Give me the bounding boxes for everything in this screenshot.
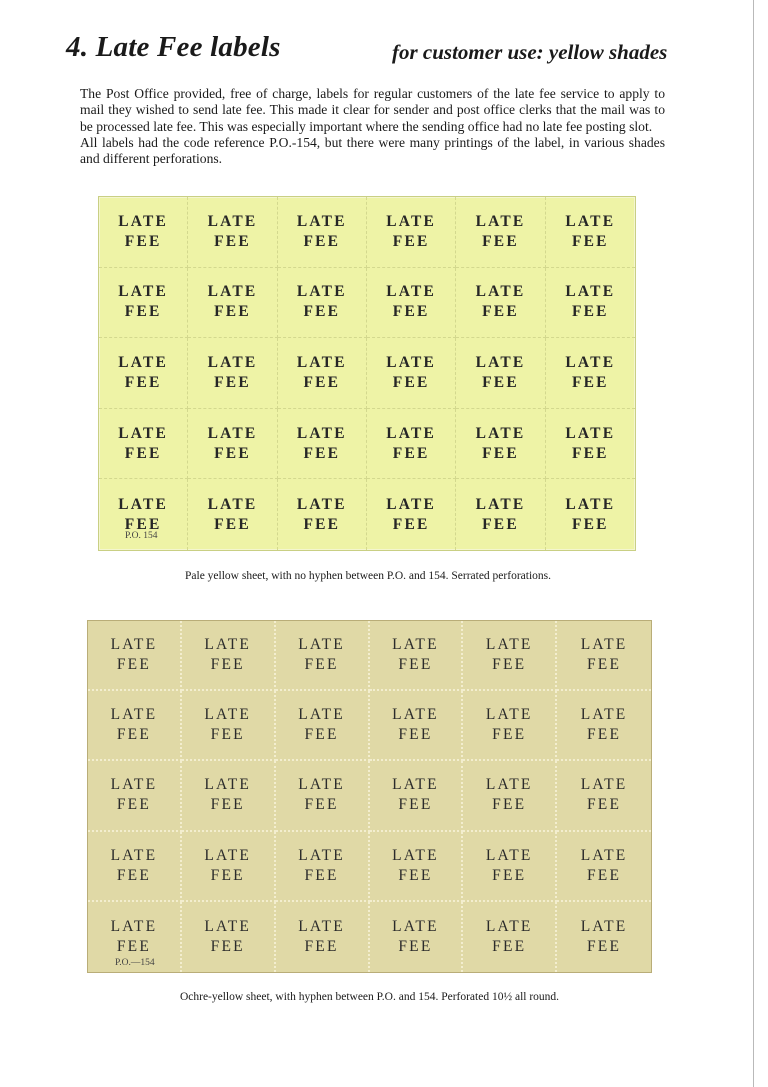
late-fee-label [370,832,464,902]
label-line-fee: FEE [304,656,339,674]
late-fee-label [557,691,651,761]
label-line-late: LATE [580,776,628,794]
late-fee-label [367,338,456,409]
label-line-fee: FEE [116,796,151,814]
label-line-late: LATE [204,776,252,794]
label-line-late: LATE [110,846,158,864]
late-fee-label [99,268,188,339]
label-line-late: LATE [110,917,158,935]
label-line-late: LATE [475,424,526,442]
label-line-fee: FEE [398,656,433,674]
sheet-2-code: P.O.—154 [115,958,155,968]
label-line-fee: FEE [124,303,162,321]
label-line-fee: FEE [116,866,151,884]
label-line-fee: FEE [210,866,245,884]
late-fee-label [88,691,182,761]
late-fee-label [99,409,188,480]
label-line-late: LATE [386,495,437,513]
late-fee-label [456,197,545,268]
label-line-late: LATE [392,636,439,654]
label-line-late: LATE [386,353,437,371]
late-fee-label [99,338,188,409]
late-fee-label [88,761,182,831]
label-line-late: LATE [386,283,437,301]
label-line-late: LATE [485,846,533,864]
late-fee-label [182,621,276,691]
label-line-fee: FEE [586,937,622,955]
late-fee-label [188,479,277,550]
late-fee-label [278,409,367,480]
label-line-late: LATE [298,917,345,935]
label-line-fee: FEE [571,444,609,462]
label-line-fee: FEE [116,937,151,955]
label-line-fee: FEE [392,444,430,462]
late-fee-label [463,902,557,972]
late-fee-label [370,621,464,691]
label-line-late: LATE [298,706,345,724]
label-line-late: LATE [296,353,347,371]
label-line-late: LATE [207,283,258,301]
label-line-fee: FEE [214,515,251,533]
label-line-late: LATE [475,495,526,513]
late-fee-label [276,902,370,972]
late-fee-label [546,409,635,480]
late-fee-label [276,621,370,691]
late-fee-label [367,268,456,339]
label-line-late: LATE [565,495,616,513]
late-fee-label [367,479,456,550]
label-line-fee: FEE [571,373,609,391]
label-line-fee: FEE [492,937,527,955]
label-line-fee: FEE [214,303,251,321]
label-line-late: LATE [298,846,345,864]
late-fee-label [370,691,464,761]
intro-paragraph-1: The Post Office provided, free of charge, labels for regular customers of the late fee service to apply to mail they wished to send late fee. This made it clear for sender and post office clerks that the mail was to be processed late fee. This was especially important where the sending office had no late fee posting slot. [80,86,665,134]
late-fee-label [182,902,276,972]
label-line-fee: FEE [303,515,341,533]
label-line-fee: FEE [124,444,162,462]
late-fee-label [463,832,557,902]
label-line-fee: FEE [482,444,519,462]
late-fee-label [367,409,456,480]
label-line-fee: FEE [214,232,251,250]
label-line-late: LATE [392,846,439,864]
label-line-late: LATE [207,212,258,230]
label-line-fee: FEE [398,796,433,814]
late-fee-label [456,409,545,480]
label-line-fee: FEE [124,232,162,250]
late-fee-label [88,832,182,902]
label-line-late: LATE [296,212,347,230]
label-line-late: LATE [207,495,258,513]
late-fee-label [546,338,635,409]
label-line-late: LATE [296,495,347,513]
late-fee-label [557,761,651,831]
label-line-fee: FEE [492,726,527,744]
late-fee-label [456,338,545,409]
label-line-fee: FEE [392,515,430,533]
label-line-fee: FEE [586,656,622,674]
label-line-fee: FEE [571,515,609,533]
label-line-late: LATE [204,636,252,654]
late-fee-label [188,338,277,409]
label-line-late: LATE [110,706,158,724]
label-line-late: LATE [118,495,169,513]
late-fee-label [188,268,277,339]
sheet-1-caption: Pale yellow sheet, with no hyphen between P.O. and 154. Serrated perforations. [185,570,551,582]
label-line-fee: FEE [116,726,151,744]
sheet-1-code: P.O. 154 [125,531,158,541]
label-line-late: LATE [204,846,252,864]
late-fee-label [182,761,276,831]
late-fee-label [370,902,464,972]
label-line-late: LATE [386,212,437,230]
label-line-fee: FEE [492,796,527,814]
label-line-late: LATE [386,424,437,442]
label-line-fee: FEE [214,373,251,391]
late-fee-label [546,268,635,339]
late-fee-label [188,409,277,480]
label-line-fee: FEE [304,726,339,744]
label-line-late: LATE [565,424,616,442]
label-line-fee: FEE [124,373,162,391]
late-fee-label [278,197,367,268]
late-fee-label [278,479,367,550]
late-fee-label [370,761,464,831]
late-fee-label [278,338,367,409]
page-subtitle: for customer use: yellow shades [392,40,668,64]
late-fee-label [557,832,651,902]
label-line-fee: FEE [571,303,609,321]
label-line-late: LATE [204,917,252,935]
label-line-late: LATE [475,353,526,371]
label-line-fee: FEE [482,232,519,250]
late-fee-label [546,479,635,550]
label-line-fee: FEE [482,515,519,533]
label-line-fee: FEE [304,937,339,955]
label-line-fee: FEE [116,656,151,674]
label-line-fee: FEE [586,796,622,814]
late-fee-label [182,832,276,902]
label-line-fee: FEE [214,444,251,462]
late-fee-label [276,832,370,902]
pale-yellow-label-sheet [98,196,636,551]
label-line-late: LATE [475,283,526,301]
label-line-late: LATE [580,636,628,654]
label-line-fee: FEE [586,726,622,744]
sheet-2-caption: Ochre-yellow sheet, with hyphen between P.O. and 154. Perforated 10½ all round. [179,991,560,1003]
late-fee-label [276,691,370,761]
label-line-late: LATE [485,917,533,935]
label-line-late: LATE [565,353,616,371]
label-line-fee: FEE [398,726,433,744]
label-line-late: LATE [204,706,252,724]
label-line-late: LATE [118,424,169,442]
label-line-fee: FEE [303,232,341,250]
label-line-fee: FEE [303,373,341,391]
late-fee-label [367,197,456,268]
label-line-fee: FEE [586,866,622,884]
label-line-fee: FEE [571,232,609,250]
late-fee-label [278,268,367,339]
label-line-fee: FEE [392,303,430,321]
label-line-late: LATE [110,636,158,654]
label-line-late: LATE [565,212,616,230]
late-fee-label [463,761,557,831]
label-line-fee: FEE [304,866,339,884]
label-line-fee: FEE [210,726,245,744]
label-line-late: LATE [298,636,345,654]
label-line-late: LATE [392,917,439,935]
label-line-late: LATE [485,706,533,724]
label-line-late: LATE [118,353,169,371]
late-fee-label [99,197,188,268]
label-line-late: LATE [580,706,628,724]
late-fee-label [182,691,276,761]
ochre-yellow-label-sheet [87,620,652,973]
late-fee-label [456,479,545,550]
label-line-late: LATE [110,776,158,794]
label-line-fee: FEE [210,656,245,674]
intro-paragraph-2: All labels had the code reference P.O.-154, but there were many printings of the label, in various shades and different perforations. [80,134,665,167]
late-fee-label [276,761,370,831]
label-line-fee: FEE [398,866,433,884]
label-line-fee: FEE [492,656,527,674]
label-line-late: LATE [580,846,628,864]
label-line-late: LATE [580,917,628,935]
label-line-fee: FEE [303,444,341,462]
late-fee-label [456,268,545,339]
label-line-fee: FEE [304,796,339,814]
label-line-fee: FEE [392,232,430,250]
label-line-late: LATE [485,636,533,654]
late-fee-label [88,621,182,691]
label-line-late: LATE [475,212,526,230]
intro-text [80,86,665,167]
label-line-late: LATE [298,776,345,794]
label-line-fee: FEE [482,303,519,321]
label-line-late: LATE [118,283,169,301]
label-line-late: LATE [296,424,347,442]
late-fee-label [188,197,277,268]
label-line-fee: FEE [124,515,162,533]
label-line-late: LATE [207,424,258,442]
late-fee-label [463,621,557,691]
late-fee-label [557,621,651,691]
label-line-late: LATE [565,283,616,301]
label-line-fee: FEE [398,937,433,955]
late-fee-label [463,691,557,761]
label-line-fee: FEE [210,796,245,814]
label-line-fee: FEE [210,937,245,955]
label-line-late: LATE [118,212,169,230]
late-fee-label [557,902,651,972]
label-line-late: LATE [392,776,439,794]
label-line-late: LATE [485,776,533,794]
label-line-fee: FEE [492,866,527,884]
label-line-late: LATE [392,706,439,724]
label-line-fee: FEE [392,373,430,391]
label-line-fee: FEE [303,303,341,321]
label-line-fee: FEE [482,373,519,391]
page-title: 4. Late Fee labels [66,31,281,63]
label-line-late: LATE [296,283,347,301]
label-line-late: LATE [207,353,258,371]
late-fee-label [546,197,635,268]
